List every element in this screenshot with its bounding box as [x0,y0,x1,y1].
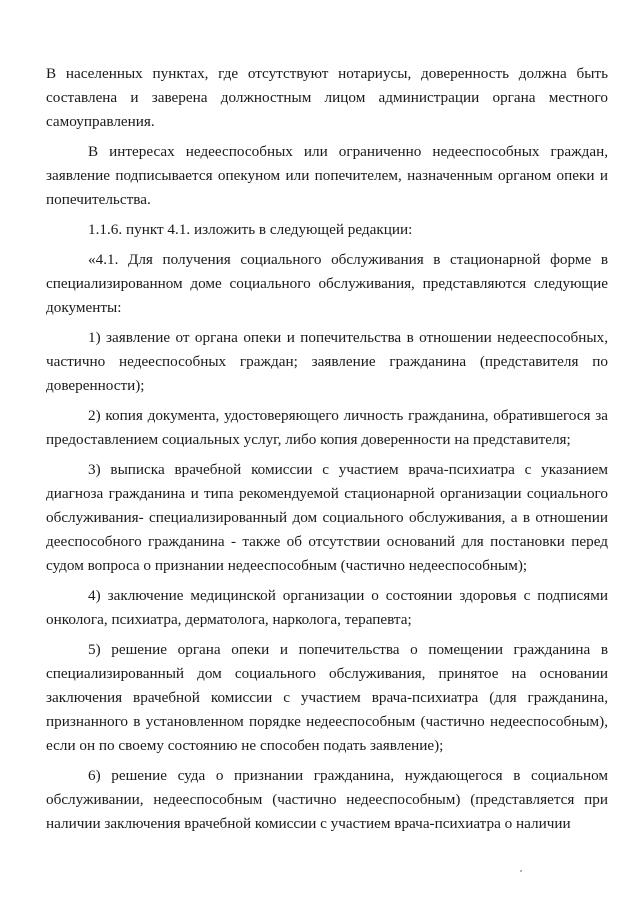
paragraph-text: 1) заявление от органа опеки и попечительства в отношении недееспособных, частично недееспособных граждан; заявление гражданина (представителя по доверенности); [46,329,608,394]
scan-artifact [520,870,522,872]
paragraph-text: 3) выписка врачебной комиссии с участием врача-психиатра с указанием диагноза гражданина и типа рекомендуемой стационарной организации социального обслуживания- специализированный дом социального обслуживания, а в отношении дееспособного гражданина - также об отсутствии оснований для постановки перед судом вопроса о признании недееспособным (частично недееспособным); [46,461,608,574]
list-item-6 [46,764,608,836]
document-body [46,62,608,842]
paragraph-text: 4) заключение медицинской организации о состоянии здоровья с подписями онколога, психиатра, дерматолога, нарколога, терапевта; [46,587,608,628]
paragraph-section-4-1 [46,248,608,320]
paragraph-text: 1.1.6. пункт 4.1. изложить в следующей редакции: [88,221,413,238]
paragraph-text: 6) решение суда о признании гражданина, нуждающегося в социальном обслуживании, недееспособным (частично недееспособным) (представляется при наличии заключения врачебной комиссии с участием врача-психиатра о наличии [46,767,608,832]
paragraph-amendment [46,218,608,242]
paragraph-guardian [46,140,608,212]
list-item-2 [46,404,608,452]
paragraph-text: «4.1. Для получения социального обслуживания в стационарной форме в специализированном доме социального обслуживания, представляются следующие документы: [46,251,608,316]
paragraph-notary [46,62,608,134]
paragraph-text: В интересах недееспособных или ограниченно недееспособных граждан, заявление подписывается опекуном или попечителем, назначенным органом опеки и попечительства. [46,143,608,208]
list-item-5 [46,638,608,758]
paragraph-text: 2) копия документа, удостоверяющего личность гражданина, обратившегося за предоставлением социальных услуг, либо копия доверенности на представителя; [46,407,608,448]
paragraph-text: 5) решение органа опеки и попечительства о помещении гражданина в специализированный дом социального обслуживания, принятое на основании заключения врачебной комиссии с участием врача-психиатра (для гражданина, признанного в установленном порядке недееспособным (частично недееспособным), если он по своему состоянию не способен подать заявление); [46,641,608,754]
list-item-1 [46,326,608,398]
list-item-3 [46,458,608,578]
paragraph-text: В населенных пунктах, где отсутствуют нотариусы, доверенность должна быть составлена и заверена должностным лицом администрации органа местного самоуправления. [46,65,608,130]
list-item-4 [46,584,608,632]
